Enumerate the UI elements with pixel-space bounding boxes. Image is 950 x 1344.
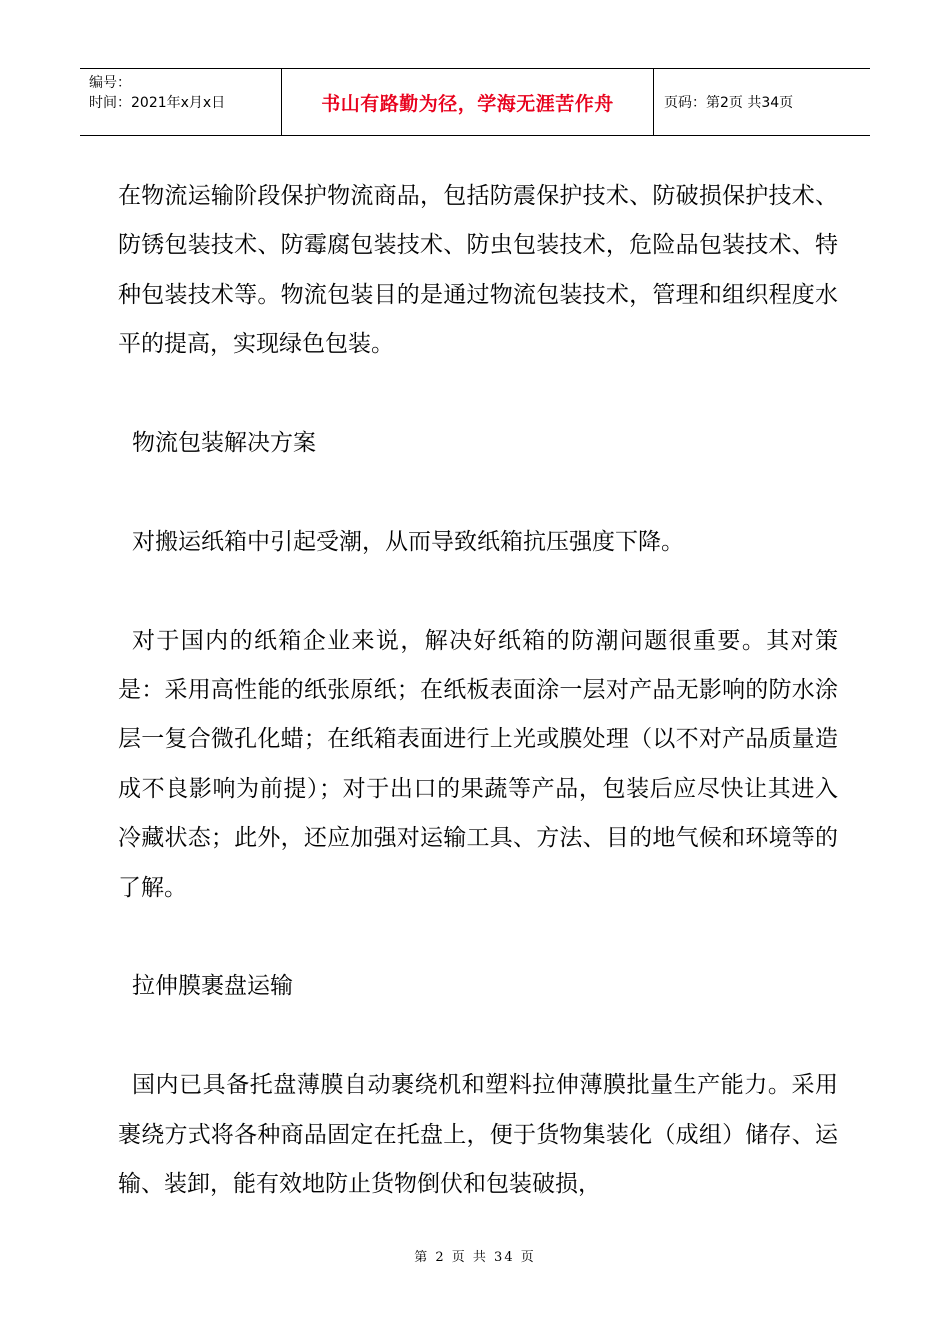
paragraph-moisture-issue: 对搬运纸箱中引起受潮，从而导致纸箱抗压强度下降。 [132, 528, 684, 555]
paragraph-moisture-countermeasures [118, 617, 838, 913]
paragraph-stretch-film [118, 1061, 838, 1209]
header-page-info: 页码：第2页 共34页 [664, 95, 794, 111]
paragraph-stretch-film-text: 国内已具备托盘薄膜自动裹绕机和塑料拉伸薄膜批量生产能力。采用裹绕方式将各种商品固定在托盘上，便于货物集装化（成组）储存、运输、装卸，能有效地防止货物倒伏和包装破损， [118, 1072, 838, 1198]
section-heading-stretch-film: 拉伸膜裹盘运输 [132, 973, 293, 1000]
document-number-label: 编号： [89, 75, 131, 91]
page-header [80, 68, 870, 136]
paragraph-packaging-techniques: 在物流运输阶段保护物流商品，包括防震保护技术、防破损保护技术、防锈包装技术、防霉腐包装技术、防虫包装技术，危险品包装技术、特种包装技术等。物流包装目的是通过物流包装技术，管理和组织程度水平的提高，实现绿色包装。 [118, 183, 838, 358]
header-meta [80, 69, 282, 135]
document-time-label: 时间：2021年x月x日 [89, 95, 226, 111]
document-body [118, 172, 838, 1209]
section-heading-solutions: 物流包装解决方案 [132, 430, 316, 457]
header-motto: 书山有路勤为径，学海无涯苦作舟 [282, 69, 654, 135]
paragraph-moisture-countermeasures-text: 对于国内的纸箱企业来说，解决好纸箱的防潮问题很重要。其对策是：采用高性能的纸张原纸；在纸板表面涂一层对产品无影响的防水涂层一复合微孔化蜡；在纸箱表面进行上光或膜处理（以不对产品质量造成不良影响为前提）；对于出口的果蔬等产品，包装后应尽快让其进入冷藏状态；此外，还应加强对运输工具、方法、目的地气候和环境等的了解。 [118, 627, 838, 901]
page-footer: 第 2 页 共 34 页 [414, 1250, 536, 1265]
